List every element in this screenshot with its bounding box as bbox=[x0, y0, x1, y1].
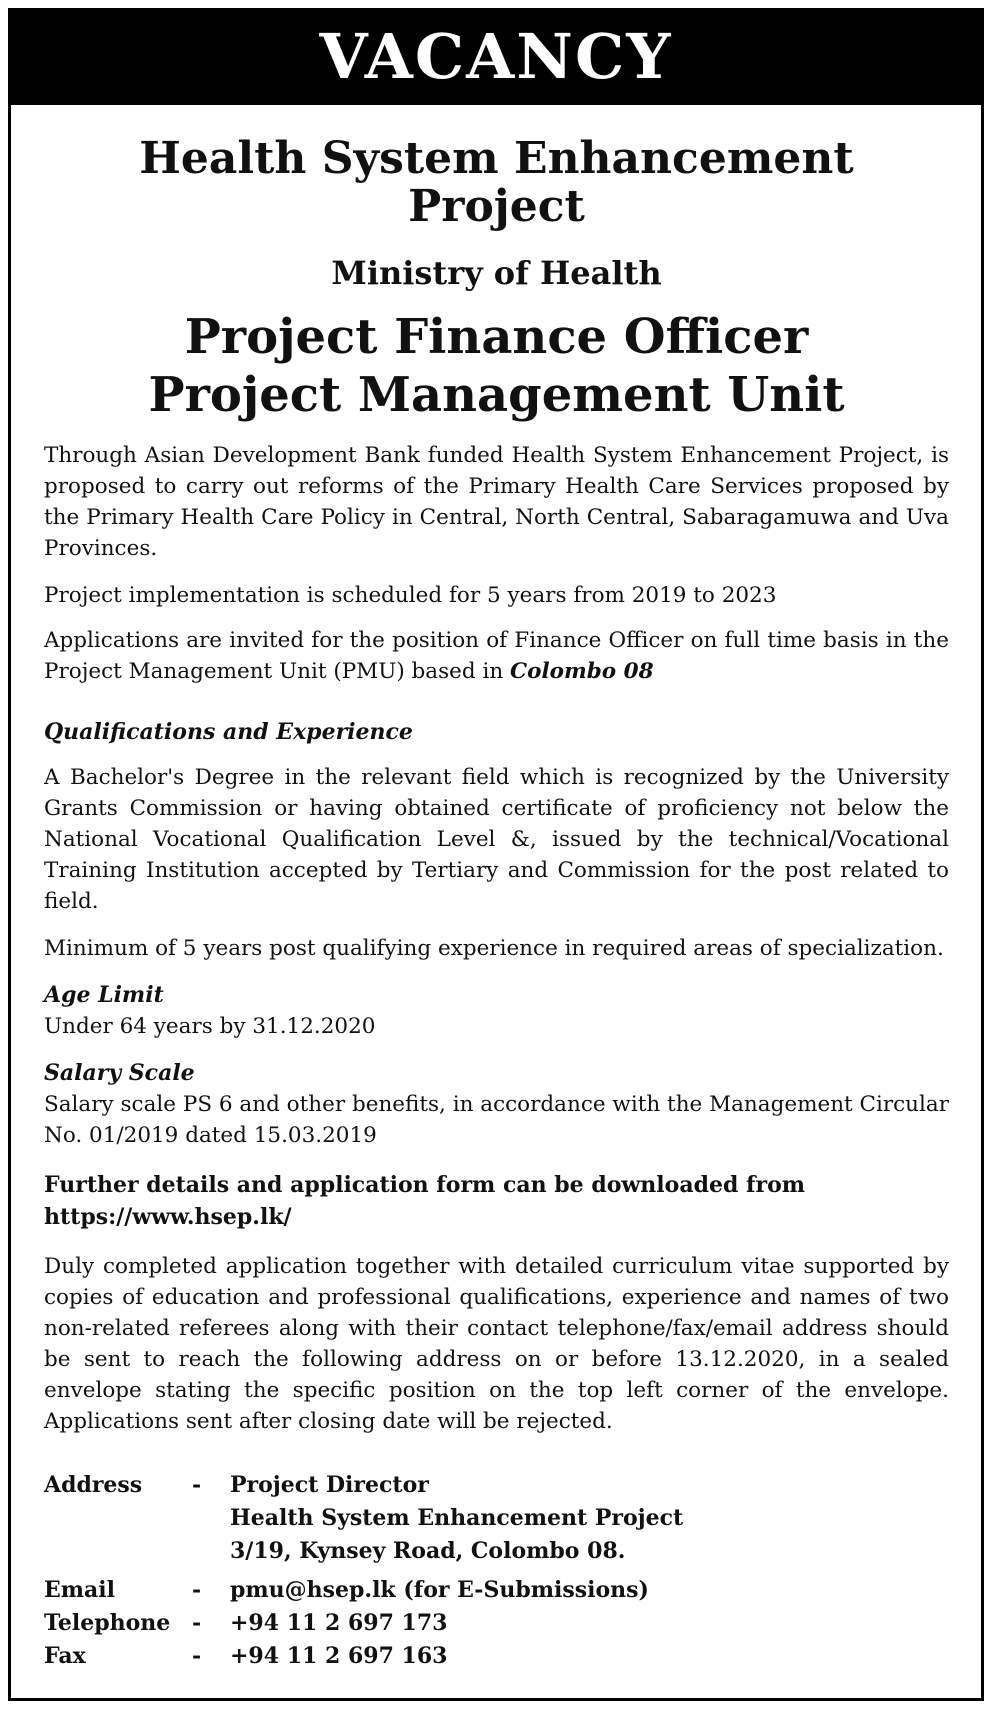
address-line-2: Health System Enhancement Project bbox=[230, 1505, 684, 1532]
website-link[interactable]: https://www.hsep.lk/ bbox=[44, 1204, 292, 1231]
email-separator: - bbox=[192, 1577, 202, 1604]
advertisement-body bbox=[11, 135, 981, 1673]
contact-block bbox=[44, 1469, 949, 1673]
position-title-line-1: Project Finance Officer bbox=[184, 308, 809, 365]
email-label: Email bbox=[44, 1577, 116, 1604]
vacancy-banner: VACANCY bbox=[11, 8, 981, 105]
applications-text: Applications are invited for the position of Finance Officer on full time basis in the Project Management Unit (PMU) based in bbox=[44, 628, 949, 685]
salary-heading: Salary Scale bbox=[44, 1060, 195, 1087]
location-text: Colombo 08 bbox=[510, 659, 654, 685]
fax-row bbox=[44, 1640, 949, 1673]
telephone-value: +94 11 2 697 173 bbox=[230, 1610, 448, 1637]
address-label: Address bbox=[44, 1472, 143, 1499]
address-line-1: Project Director bbox=[230, 1472, 429, 1499]
applications-paragraph bbox=[44, 625, 949, 687]
project-title: Health System Enhancement Project bbox=[139, 133, 854, 233]
address-row bbox=[44, 1469, 949, 1568]
address-separator: - bbox=[192, 1472, 202, 1499]
position-title-line-2: Project Management Unit bbox=[148, 366, 845, 423]
email-row bbox=[44, 1574, 949, 1607]
fax-separator: - bbox=[192, 1643, 202, 1670]
ministry-name: Ministry of Health bbox=[331, 253, 662, 292]
address-line-3: 3/19, Kynsey Road, Colombo 08. bbox=[230, 1538, 626, 1565]
qualifications-heading: Qualifications and Experience bbox=[44, 719, 413, 746]
further-details bbox=[44, 1169, 949, 1233]
position-title bbox=[44, 309, 949, 424]
age-limit-heading: Age Limit bbox=[44, 982, 164, 1009]
intro-paragraph: Through Asian Development Bank funded Health System Enhancement Project, is proposed to carry out reforms of the Primary Health Care Services proposed by the Primary Health Care Policy in Central, North Central, Sabaragamuwa and Uva Provinces. bbox=[44, 443, 949, 562]
email-value[interactable]: pmu@hsep.lk (for E-Submissions) bbox=[230, 1577, 649, 1604]
qualifications-text: A Bachelor's Degree in the relevant field which is recognized by the University Grants Commission or having obtained certificate of proficiency not below the National Vocational Qualification Level &, issued by the technical/Vocational Training Institution accepted by Tertiary and Commission for the post related to field. bbox=[44, 765, 949, 915]
fax-value: +94 11 2 697 163 bbox=[230, 1643, 448, 1670]
submission-paragraph: Duly completed application together with detailed curriculum vitae supported by copies of education and professional qualifications, experience and names of two non-related referees along with their contact telephone/fax/email address should be sent to reach the following address on or before 13.12.2020, in a sealed envelope stating the specific position on the top left corner of the envelope. Applications sent after closing date will be rejected. bbox=[44, 1254, 949, 1435]
telephone-separator: - bbox=[192, 1610, 202, 1637]
age-limit-text: Under 64 years by 31.12.2020 bbox=[44, 1014, 376, 1040]
address-value bbox=[230, 1469, 949, 1568]
vacancy-advertisement bbox=[8, 8, 984, 1701]
further-details-text: Further details and application form can be downloaded from bbox=[44, 1172, 806, 1199]
telephone-row bbox=[44, 1607, 949, 1640]
experience-text: Minimum of 5 years post qualifying experience in required areas of specialization. bbox=[44, 936, 944, 962]
telephone-label: Telephone bbox=[44, 1610, 171, 1637]
salary-text: Salary scale PS 6 and other benefits, in accordance with the Management Circular No. 01/2019 dated 15.03.2019 bbox=[44, 1092, 949, 1149]
schedule-paragraph: Project implementation is scheduled for 5 years from 2019 to 2023 bbox=[44, 583, 777, 609]
fax-label: Fax bbox=[44, 1643, 86, 1670]
